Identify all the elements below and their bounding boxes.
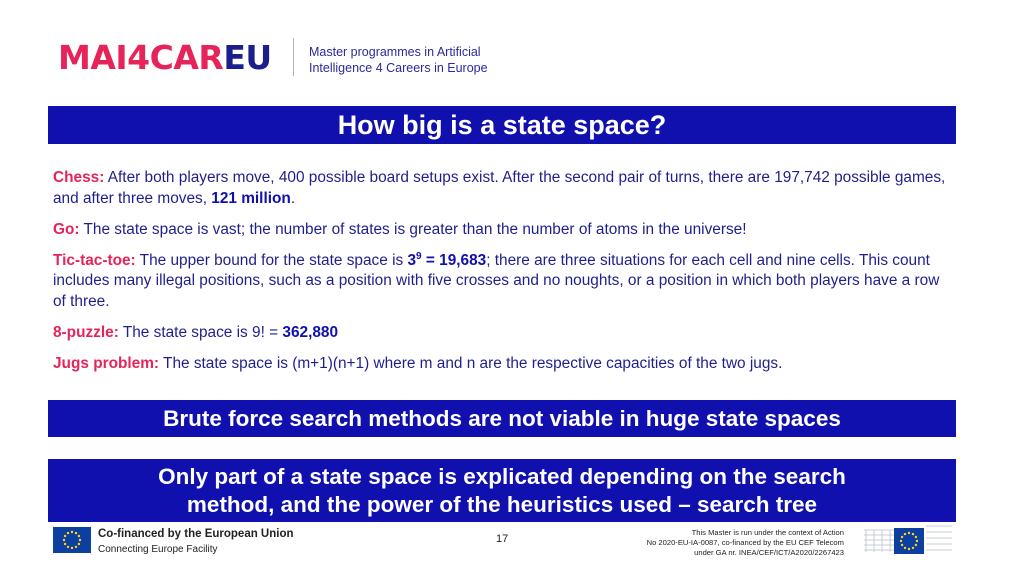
footer-cofinanced: Co-financed by the European Union (98, 528, 294, 540)
footer-notice (584, 528, 844, 558)
chess-text-2: . (290, 189, 296, 207)
term-go: Go: (53, 220, 80, 238)
tictactoe-result: = 19,683 (421, 251, 487, 269)
header-subtitle-line2: Intelligence 4 Careers in Europe (309, 61, 488, 75)
slide-title: How big is a state space? (48, 106, 956, 144)
mai4careu-logo (58, 38, 272, 78)
term-8-puzzle: 8-puzzle: (53, 323, 119, 341)
header-divider (293, 38, 294, 76)
term-tictactoe: Tic-tac-toe: (53, 251, 136, 269)
logo-part-ma: MA (58, 38, 116, 77)
tictactoe-text-2: ; there are three situations for each cell and nine cells. This count includes many illegal positions, such as a position with five crosses and no noughts, or a position in which both players have a row of three. (53, 251, 940, 310)
footer-notice-line3: under GA nr. INEA/CEF/ICT/A2020/2267423 (694, 548, 844, 557)
logo-part-eu: EU (223, 38, 272, 77)
partial-box-line1: Only part of a state space is explicated depending on the search (158, 464, 846, 489)
tictactoe-exponent: 9 (416, 250, 422, 262)
puzzle8-text: The state space is 9! = (118, 323, 283, 341)
term-jugs: Jugs problem: (53, 354, 160, 372)
term-chess: Chess: (53, 169, 105, 186)
chess-emphasis: 121 million (211, 189, 291, 207)
jugs-text: The state space is (m+1)(n+1) where m and n are the respective capacities of the two jugs. (159, 354, 783, 372)
footer-cef: Connecting Europe Facility (98, 544, 218, 555)
tictactoe-text-1: The upper bound for the state space is (135, 251, 408, 269)
brute-force-box: Brute force search methods are not viable in huge state spaces (48, 400, 956, 437)
logo-part-i4car: I4CAR (115, 38, 224, 77)
puzzle8-emphasis: 362,880 (282, 323, 339, 341)
header-subtitle-line1: Master programmes in Artificial (309, 45, 481, 59)
eu-flag-icon (53, 527, 91, 553)
paragraph-chess (53, 168, 953, 209)
header-subtitle (309, 44, 488, 76)
partial-state-space-box (48, 459, 956, 522)
tictactoe-base: 3 (407, 251, 417, 269)
footer-notice-line1: This Master is run under the context of Action (691, 528, 844, 537)
slide-body (53, 168, 953, 385)
paragraph-go (53, 220, 953, 241)
paragraph-jugs (53, 354, 953, 375)
partial-box-line2: method, and the power of the heuristics used – search tree (186, 492, 818, 517)
paragraph-8-puzzle (53, 323, 953, 344)
go-text: The state space is vast; the number of states is greater than the number of atoms in the universe! (79, 220, 747, 238)
chess-text-1: After both players move, 400 possible board setups exist. After the second pair of turns, there are 197,742 possible games, and after three moves, (53, 169, 946, 207)
eu-commission-logo-icon (864, 522, 954, 556)
footer-notice-line2: No 2020-EU-IA-0087, co-financed by the EU CEF Telecom (646, 538, 844, 547)
page-number: 17 (496, 533, 509, 545)
paragraph-tictactoe (53, 251, 953, 313)
